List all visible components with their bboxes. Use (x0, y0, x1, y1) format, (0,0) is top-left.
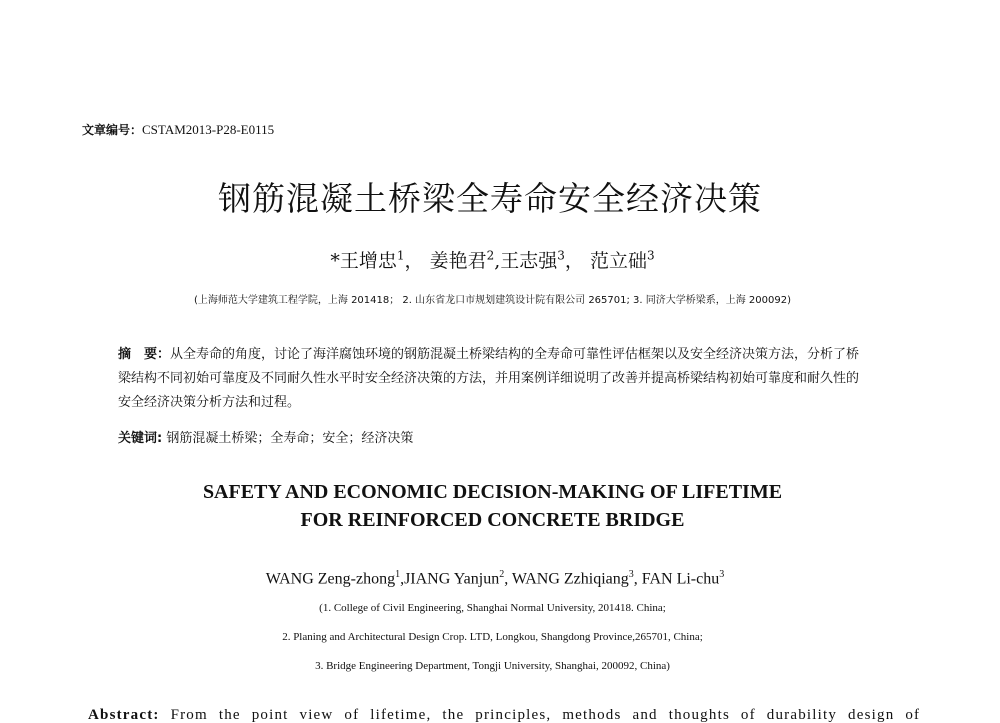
author-en-2-sup: 2 (499, 569, 505, 580)
article-number-label: 文章编号： (82, 123, 143, 137)
english-abstract (88, 707, 921, 723)
author-cn-4-sup: 3 (647, 248, 655, 263)
author-en-2: JIANG Yanjun (404, 570, 500, 588)
author-en-4-sup: 3 (719, 569, 725, 580)
author-cn-3: 王志强 (500, 250, 558, 272)
author-en-3: WANG Zzhiqiang (511, 570, 629, 588)
english-affiliation-2: 2. Planing and Architectural Design Crop. LTD, Longkou, Shangdong Province,265701, China; (282, 631, 703, 643)
author-cn-3-sup: 3 (557, 248, 565, 263)
author-cn-sep-3: ， (564, 250, 584, 272)
english-abstract-text: From the point view of lifetime, the principles, methods and thoughts of durability design of (159, 707, 921, 723)
chinese-abstract-text: 从全寿命的角度，讨论了海洋腐蚀环境的钢筋混凝土桥梁结构的全寿命可靠性评估框架以及安全经济决策方法，分析了桥梁结构不同初始可靠度及不同耐久性水平时安全经济决策的方法，并用案例详细说明了改善并提高桥梁结构初始可靠度和耐久性的安全经济决策分析方法和过程。 (118, 347, 860, 410)
chinese-affiliations: (上海师范大学建筑工程学院，上海 201418； 2. 山东省龙口市规划建筑设计院有限公司 265701; 3. 同济大学桥梁系，上海 200092) (193, 295, 792, 306)
chinese-abstract-label: 摘 要： (118, 347, 171, 362)
chinese-title: 钢筋混凝土桥梁全寿命安全经济决策 (218, 179, 762, 218)
author-cn-1: *王增忠 (330, 250, 397, 272)
author-en-sep-1: , (400, 570, 405, 588)
chinese-keywords-text: 钢筋混凝土桥梁；全寿命；安全；经济决策 (162, 431, 414, 446)
chinese-keywords-label: 关键词: (118, 431, 163, 446)
author-cn-sep-2: , (494, 250, 501, 272)
author-en-1: WANG Zeng-zhong (265, 570, 396, 588)
english-title-line-1: SAFETY AND ECONOMIC DECISION-MAKING OF LIFETIME (202, 481, 783, 503)
english-title (0, 478, 985, 534)
author-en-3-sup: 3 (628, 569, 634, 580)
author-cn-1-sup: 1 (396, 248, 405, 263)
author-en-1-sup: 1 (395, 569, 401, 580)
author-cn-4: 范立础 (589, 250, 647, 272)
author-en-4: FAN Li-chu (641, 570, 720, 588)
article-number-value: CSTAM2013-P28-E0115 (142, 122, 275, 137)
author-cn-sep-1: ， (404, 250, 424, 272)
author-cn-2-sup: 2 (486, 248, 495, 263)
author-en-sep-2: , (504, 570, 512, 588)
english-authors (0, 569, 990, 588)
chinese-abstract (118, 343, 868, 415)
author-cn-2: 姜艳君 (429, 250, 487, 272)
english-affiliation-1: (1. College of Civil Engineering, Shanghai Normal University, 201418. China; (319, 602, 666, 614)
chinese-authors (0, 246, 985, 273)
author-en-sep-3: , (633, 570, 642, 588)
english-title-line-2: FOR REINFORCED CONCRETE BRIDGE (300, 509, 685, 531)
article-number (82, 121, 274, 138)
english-abstract-label: Abstract: (88, 707, 160, 723)
english-affiliation-3: 3. Bridge Engineering Department, Tongji University, Shanghai, 200092, China) (315, 660, 670, 672)
chinese-keywords (118, 427, 413, 446)
